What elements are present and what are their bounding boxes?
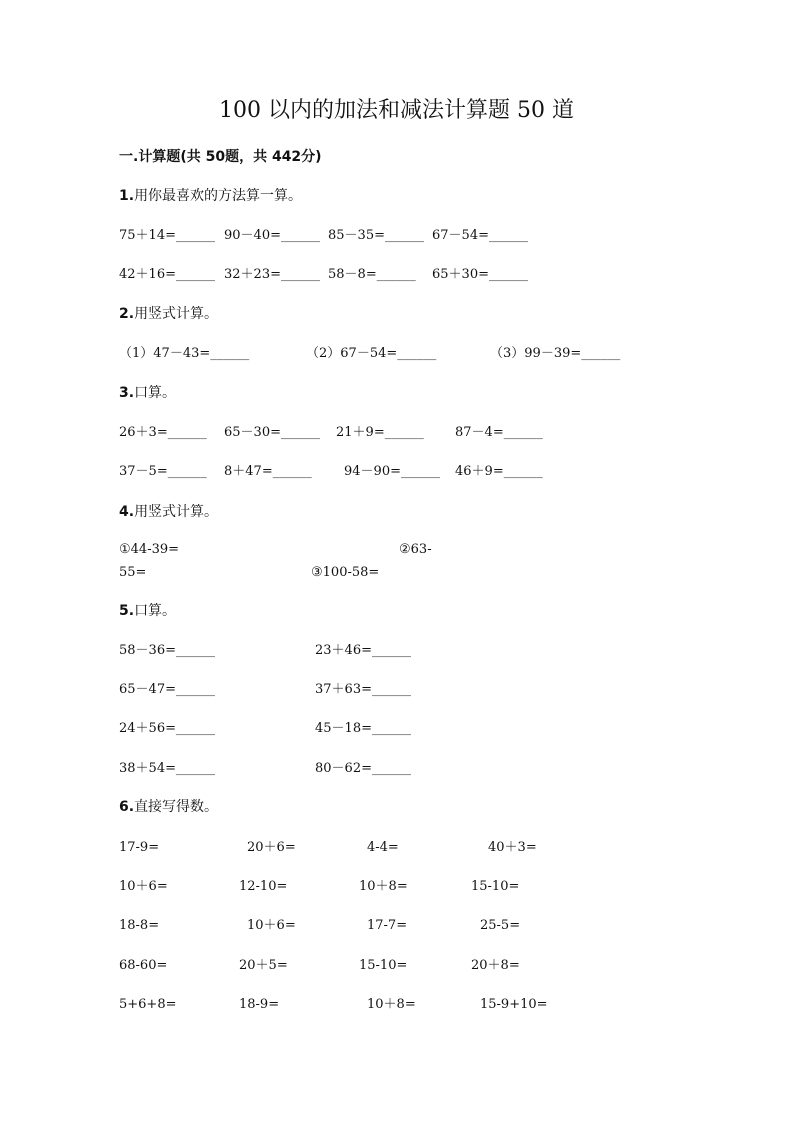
q5-item: 58－36=______ [119,643,215,658]
q3-item: 46＋9=______ [455,464,543,479]
q6-item: 18-8= [119,918,160,933]
q5-item: 45－18=______ [315,721,411,736]
question-1-prompt [119,186,302,206]
q3-item: 37－5=______ [119,464,207,479]
q6-item: 15-9+10= [480,997,548,1012]
q6-item: 25-5= [480,918,521,933]
q2-item: （1）47－43=______ [119,346,250,361]
q2-item: （2）67－54=______ [306,346,437,361]
q6-item: 40＋3= [488,840,537,855]
q1-item: 67－54=______ [432,228,528,243]
q1-item: 32＋23=______ [224,267,320,282]
q5-item: 38＋54=______ [119,761,215,776]
q5-item: 24＋56=______ [119,721,215,736]
question-4-text: 用竖式计算。 [134,504,219,520]
q6-item: 10＋6= [247,918,296,933]
question-3-number: 3. [119,385,135,401]
question-2-number: 2. [119,306,135,322]
question-2-prompt [119,304,218,324]
q5-item: 23＋46=______ [315,643,411,658]
q6-item: 10＋8= [359,879,408,894]
q1-item: 65＋30=______ [432,267,528,282]
question-1-text: 用你最喜欢的方法算一算。 [134,188,303,204]
q6-item: 4-4= [367,840,399,855]
question-5-text: 口算。 [134,603,177,619]
q1-item: 90－40=______ [224,228,320,243]
question-5-prompt [119,601,176,621]
question-1-number: 1. [119,188,135,204]
q5-item: 37＋63=______ [315,682,411,697]
q6-item: 15-10= [471,879,520,894]
q4-item: ②63- [399,542,432,557]
q1-item: 75＋14=______ [119,228,215,243]
question-6-number: 6. [119,799,135,815]
question-3-prompt [119,383,176,403]
question-4-prompt [119,502,218,522]
section-heading: 一.计算题(共 50题，共 442分) [119,149,322,165]
q6-item: 15-10= [359,958,408,973]
q6-item: 10＋8= [367,997,416,1012]
question-2-text: 用竖式计算。 [134,306,219,322]
q3-item: 65－30=______ [224,425,320,440]
q6-item: 5+6+8= [119,997,177,1012]
q6-item: 10＋6= [119,879,168,894]
q1-item: 42＋16=______ [119,267,215,282]
q6-item: 18-9= [239,997,280,1012]
question-4-number: 4. [119,504,135,520]
q2-item: （3）99－39=______ [490,346,621,361]
q6-item: 12-10= [239,879,288,894]
q3-item: 8＋47=______ [224,464,312,479]
question-3-text: 口算。 [134,385,177,401]
q3-item: 26＋3=______ [119,425,207,440]
q5-item: 65－47=______ [119,682,215,697]
q6-item: 68-60= [119,958,168,973]
q6-item: 17-7= [367,918,408,933]
q6-item: 20＋5= [239,958,288,973]
q4-item: 55= [119,565,147,580]
q3-item: 94－90=______ [344,464,440,479]
q3-item: 21＋9=______ [336,425,424,440]
q6-item: 20＋8= [471,958,520,973]
page-title: 100 以内的加法和减法计算题 50 道 [219,98,574,123]
q6-item: 17-9= [119,840,160,855]
question-6-text: 直接写得数。 [134,799,219,815]
q6-item: 20＋6= [247,840,296,855]
q4-item: ③100-58= [311,565,380,580]
q3-item: 87－4=______ [455,425,543,440]
q1-item: 58－8=______ [328,267,416,282]
q5-item: 80－62=______ [315,761,411,776]
q1-item: 85－35=______ [328,228,424,243]
question-5-number: 5. [119,603,135,619]
q4-item: ①44-39= [119,542,180,557]
question-6-prompt [119,797,218,817]
